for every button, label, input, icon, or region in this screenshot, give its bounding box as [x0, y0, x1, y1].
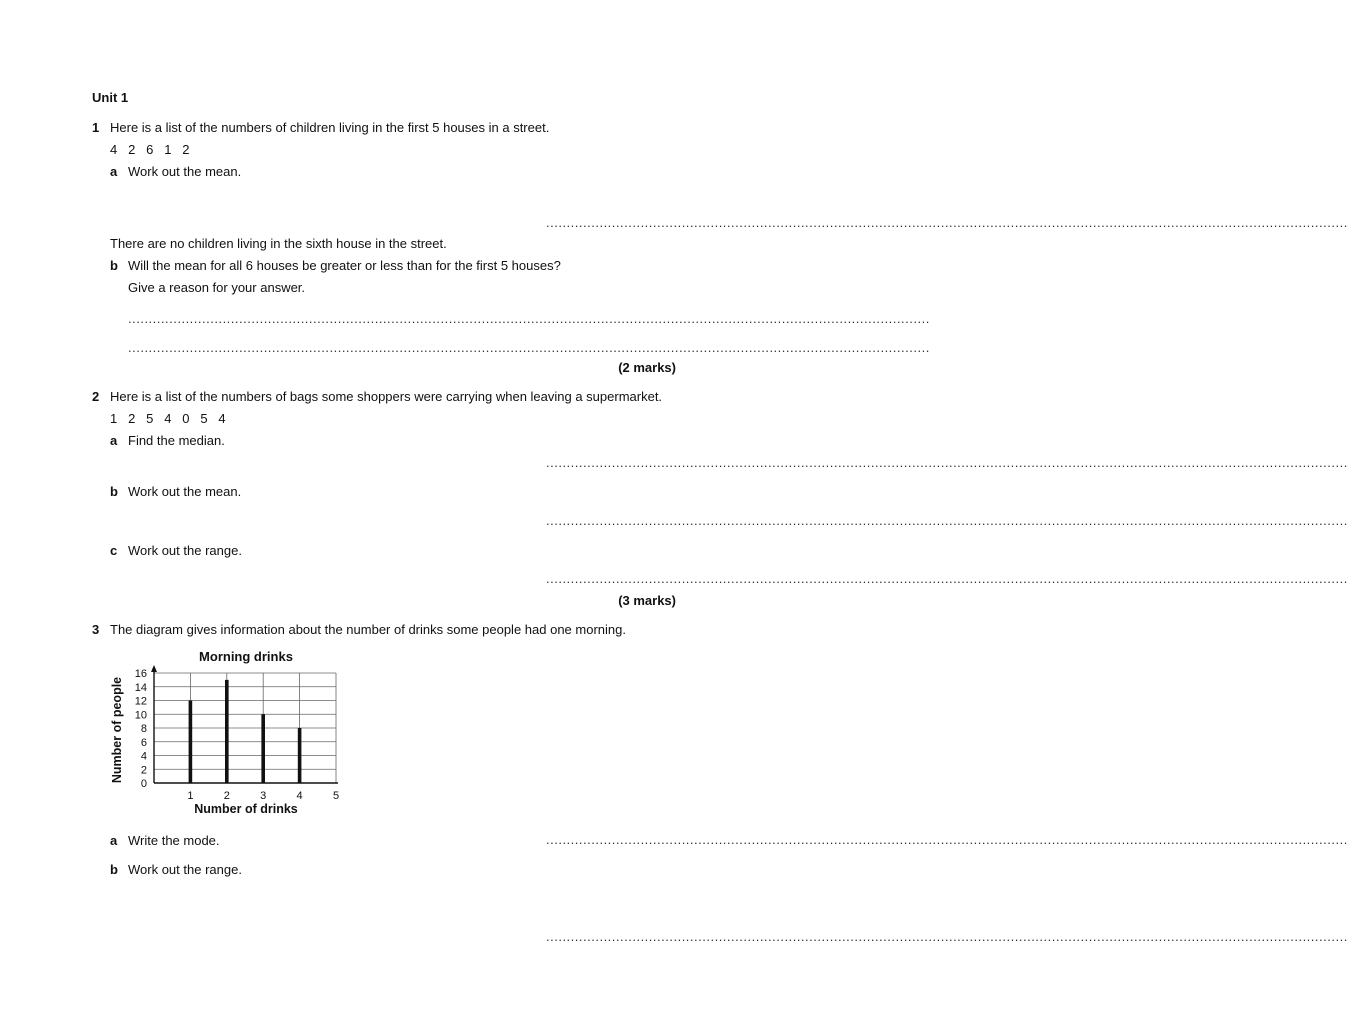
q3b-label: b: [110, 862, 118, 877]
chart-bar: [261, 714, 265, 783]
y-tick-label: 2: [140, 764, 147, 777]
q2c-answer-line[interactable]: ...................................................................................................................................................................................................: [546, 571, 1348, 586]
morning-drinks-chart: [104, 645, 354, 821]
y-tick-label: 16: [134, 668, 147, 680]
q2a-label: a: [110, 433, 118, 448]
y-tick-label: 14: [134, 681, 147, 694]
chart-bar: [225, 680, 229, 783]
q2-text: Here is a list of the numbers of bags some shoppers were carrying when leaving a supermarket.: [110, 389, 663, 404]
q3a-answer-line[interactable]: ...................................................................................................................................................................................................: [546, 832, 1348, 847]
q1-info: There are no children living in the sixth house in the street.: [110, 236, 447, 251]
q1b-text: Will the mean for all 6 houses be greater or less than for the first 5 houses?: [128, 258, 561, 273]
unit-title: Unit 1: [92, 90, 129, 105]
q3b-text: Work out the range.: [128, 862, 242, 877]
chart-bar: [298, 728, 302, 783]
q1a-label: a: [110, 164, 118, 179]
chart-y-axis-label: Number of people: [110, 676, 124, 784]
q2-number: 2: [92, 389, 100, 404]
q1a-answer-line[interactable]: ...................................................................................................................................................................................................: [546, 215, 1348, 230]
q1-text: Here is a list of the numbers of children living in the first 5 houses in a street.: [110, 120, 550, 135]
q3-text: The diagram gives information about the number of drinks some people had one morning.: [110, 622, 626, 637]
y-tick-label: 8: [140, 723, 147, 735]
x-tick-label: 1: [187, 790, 194, 802]
q2c-label: c: [110, 543, 118, 558]
q2-list: 1 2 5 4 0 5 4: [110, 411, 226, 426]
x-tick-label: 3: [260, 790, 267, 802]
q1-number: 1: [92, 120, 100, 135]
q1b-answer-line-1[interactable]: ...................................................................................................................................................................................................: [128, 311, 930, 326]
q2c-text: Work out the range.: [128, 543, 242, 558]
y-tick-label: 10: [134, 709, 147, 722]
q1-list: 4 2 6 1 2: [110, 142, 190, 157]
y-tick-label: 0: [140, 778, 147, 790]
x-tick-label: 2: [223, 790, 230, 802]
q1b-answer-line-2[interactable]: ...................................................................................................................................................................................................: [128, 340, 930, 355]
chart-x-axis-label: Number of drinks: [194, 802, 298, 816]
y-tick-label: 6: [140, 736, 147, 749]
chart-title: Morning drinks: [199, 649, 293, 664]
y-axis-arrow: [151, 665, 157, 672]
chart-bar: [189, 701, 193, 784]
q2b-answer-line[interactable]: ...................................................................................................................................................................................................: [546, 513, 1348, 528]
q1a-text: Work out the mean.: [128, 164, 242, 179]
q3a-label: a: [110, 833, 118, 848]
q1b-label: b: [110, 258, 118, 273]
q3-number: 3: [92, 622, 100, 637]
y-tick-label: 4: [140, 750, 147, 763]
y-tick-label: 12: [134, 695, 147, 708]
x-tick-label: 5: [332, 790, 340, 802]
q1b-text-reason: Give a reason for your answer.: [128, 280, 306, 295]
q2a-text: Find the median.: [128, 433, 225, 448]
q1-marks: (2 marks): [618, 360, 676, 375]
q2b-text: Work out the mean.: [128, 484, 242, 499]
x-tick-label: 4: [296, 790, 303, 802]
q2a-answer-line[interactable]: ...................................................................................................................................................................................................: [546, 455, 1348, 470]
q3b-answer-line[interactable]: ...................................................................................................................................................................................................: [546, 929, 1348, 944]
q2-marks: (3 marks): [618, 593, 676, 608]
q3a-text: Write the mode.: [128, 833, 220, 848]
q2b-label: b: [110, 484, 118, 499]
